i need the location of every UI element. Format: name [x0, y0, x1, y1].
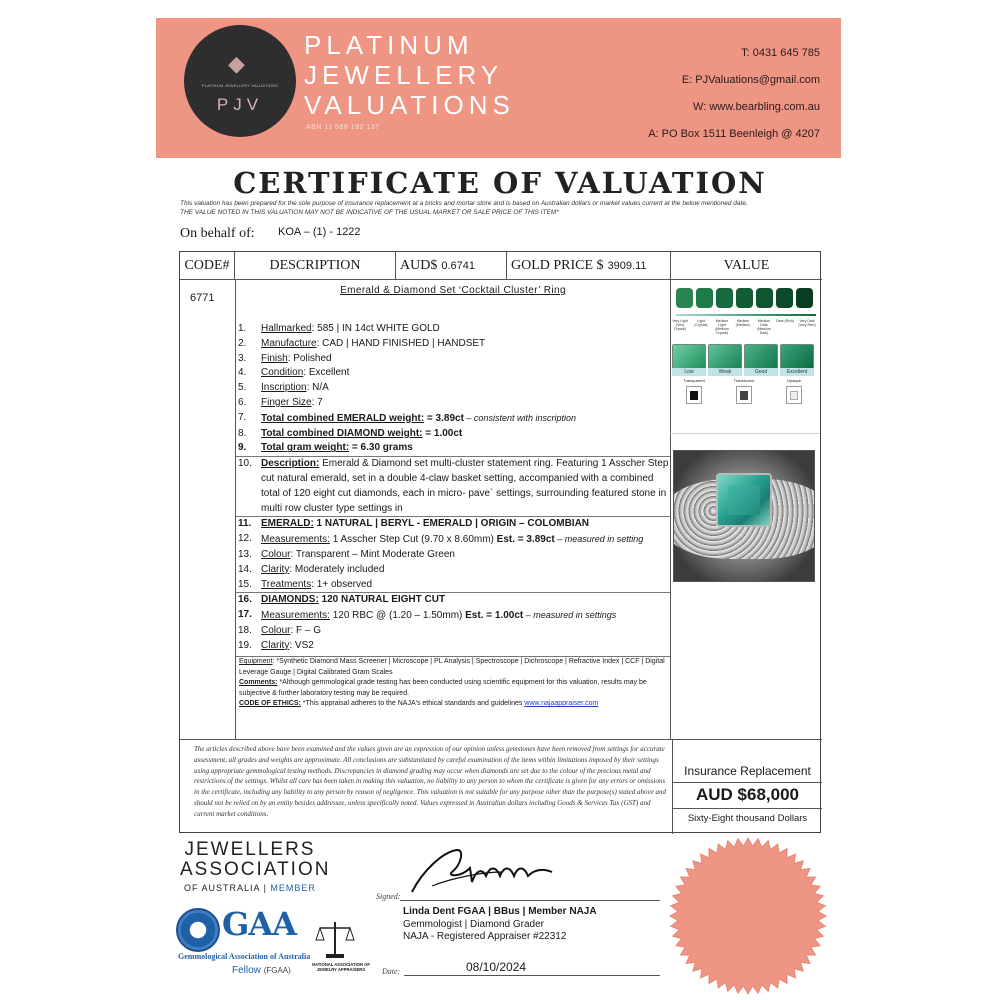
- transparency-sample: [686, 386, 702, 404]
- list-item: 1. Hallmarked: 585 | IN 14ct WHITE GOLD: [238, 323, 440, 334]
- diamond-icon: ◆: [228, 51, 245, 76]
- emerald-colour-chart: [670, 288, 820, 434]
- colour-swatch: [696, 288, 713, 308]
- signature: [402, 842, 562, 900]
- signer-name: Linda Dent FGAA | BBus | Member NAJA: [403, 906, 597, 917]
- list-item: 6. Finger Size: 7: [238, 396, 323, 408]
- list-item: 19. Clarity: VS2: [238, 639, 314, 651]
- tone-scale-bar: [676, 314, 816, 316]
- emerald-stone: [716, 473, 772, 527]
- list-item: 16. DIAMONDS: 120 NATURAL EIGHT CUT: [238, 594, 446, 606]
- logo-monogram: PJV: [216, 95, 264, 114]
- tone-label: Very Dark (Very Rich): [798, 319, 816, 327]
- list-item: 4. Condition: Excellent: [238, 367, 350, 379]
- jaa-member: MEMBER: [270, 883, 316, 893]
- grade-sample: [672, 344, 706, 370]
- tone-label: Medium Light (Medium Crystal): [715, 319, 729, 335]
- notes-block: [236, 656, 670, 710]
- transparency-label: Opaque: [786, 378, 802, 383]
- grade-label: Weak: [708, 368, 742, 376]
- tone-label: Medium Dark (Medium Dark): [757, 319, 771, 335]
- date-line: [404, 975, 660, 976]
- list-item: 5. Inscription: N/A: [238, 382, 329, 394]
- brand-line-2: JEWELLERY: [304, 60, 504, 90]
- brand-line-3: VALUATIONS: [304, 90, 515, 120]
- gold-value: 3909.11: [607, 259, 647, 272]
- aud-label: AUD$: [400, 257, 438, 273]
- aud-value: 0.6741: [441, 259, 475, 272]
- colour-swatch: [716, 288, 733, 308]
- list-item: 13. Colour: Transparent – Mint Moderate Green: [238, 548, 455, 560]
- col-description-header: DESCRIPTION: [235, 252, 396, 280]
- transparency-label: Transparent: [683, 378, 705, 383]
- list-item: 14. Clarity: Moderately included: [238, 563, 385, 575]
- header-banner: [156, 18, 841, 158]
- col-value-header: VALUE: [671, 252, 822, 280]
- date-value: 08/10/2024: [466, 960, 527, 974]
- gaa-emblem-icon: [176, 908, 220, 952]
- colour-swatch: [776, 288, 793, 308]
- colour-swatch: [756, 288, 773, 308]
- tone-label: Medium (Medium): [735, 319, 751, 327]
- grade-sample: [744, 344, 778, 370]
- tone-label: Very Light (Very Crystal): [672, 319, 688, 331]
- signer-naja: NAJA - Registered Appraiser #22312: [403, 931, 567, 942]
- list-item: 11. EMERALD: 1 NATURAL | BERYL - EMERALD | ORIGIN – COLOMBIAN: [238, 518, 590, 530]
- equipment-note: Equipment: *Synthetic Diamond Mass Screener | Microscope | PL Analysis | Spectroscope | Dichroscope | Refractive Index | CCF | Digital Leverage Gauge | Digital Calibrated Gram Scales: [239, 658, 665, 676]
- item-title: Emerald & Diamond Set ‘Cocktail Cluster’ Ring: [340, 285, 566, 296]
- transparency-label: Translucent: [733, 378, 755, 383]
- list-item: 3. Finish: Polished: [238, 352, 332, 364]
- transparency-sample: [786, 386, 802, 404]
- colour-swatch: [676, 288, 693, 308]
- grade-sample: [780, 344, 814, 370]
- behalf-label: On behalf of:: [180, 226, 255, 241]
- naja-caption: NATIONAL ASSOCIATION OF JEWELRY APPRAISERS: [311, 962, 370, 973]
- pjv-logo: [184, 25, 296, 137]
- col-code-header: CODE#: [180, 252, 235, 280]
- section-divider: [180, 739, 822, 740]
- signer-title: Gemmologist | Diamond Grader: [403, 919, 544, 930]
- date-label: Date:: [382, 967, 401, 976]
- list-item: 8. Total combined DIAMOND weight: = 1.00ct: [238, 427, 463, 439]
- list-item: 12. Measurements: 1 Asscher Step Cut (9.70 x 8.60mm) Est. = 3.89ct – measured in setting: [238, 533, 644, 546]
- brand-line-1: PLATINUM: [304, 30, 474, 60]
- gold-label: GOLD PRICE $: [511, 257, 604, 273]
- grade-sample: [708, 344, 742, 370]
- seal-icon: [668, 836, 828, 996]
- naja-link[interactable]: www.najaappraiser.com: [524, 700, 599, 707]
- description-rows: [236, 322, 670, 654]
- grade-label: Good: [744, 368, 778, 376]
- contact-website: W: www.bearbling.com.au: [693, 101, 820, 113]
- ethics-note: CODE OF ETHICS: *This appraisal adheres to the NAJA's ethical standards and guidelines www.najaappraiser.com: [239, 700, 599, 707]
- behalf-value: KOA – (1) - 1222: [278, 226, 361, 238]
- certificate-title: CERTIFICATE OF VALUATION: [233, 166, 767, 200]
- abn-number: ABN 11 588 192 137: [306, 124, 380, 131]
- list-item: 7. Total combined EMERALD weight: = 3.89ct – consistent with inscription: [238, 411, 576, 424]
- fellow-badge: Fellow (FGAA): [232, 965, 291, 976]
- ring-photo: [673, 450, 815, 582]
- list-item: 15. Treatments: 1+ observed: [238, 578, 373, 590]
- disclaimer: [180, 200, 840, 218]
- col-gold-header: [507, 252, 671, 280]
- item-code: 6771: [190, 292, 215, 304]
- grade-label: Low: [672, 368, 706, 376]
- signature-line: [400, 900, 660, 901]
- disclaimer-line-1: This valuation has been prepared for the sole purpose of insurance replacement at a bricks and mortar store and is based on Australian dollars or market values current at the below mentioned date.: [180, 200, 748, 207]
- col-aud-header: [396, 252, 507, 280]
- jaa-line-2: ASSOCIATION: [180, 859, 331, 880]
- tone-label: Light (Crystal): [694, 319, 708, 327]
- insurance-words: Sixty-Eight thousand Dollars: [687, 813, 808, 824]
- disclaimer-line-2: THE VALUE NOTED IN THIS VALUATION MAY NOT BE INDICATIVE OF THE USUAL MARKET OR SALE PRICE OF THIS ITEM*: [180, 208, 559, 216]
- naja-scales-icon: [312, 918, 358, 960]
- list-item: 9. Total gram weight: = 6.30 grams: [238, 442, 413, 454]
- comments-note: Comments: *Although gemmological grade testing has been conducted using scientific equipment for this valuation, results may be subjective & further laboratory testing may be required.: [239, 679, 647, 697]
- gaa-subtitle: Gemmological Association of Australia: [178, 952, 311, 961]
- list-item: 18. Colour: F – G: [238, 624, 322, 636]
- signed-label: Signed:: [376, 892, 401, 901]
- list-item: 17. Measurements: 120 RBC @ (1.20 – 1.50mm) Est. = 1.00ct – measured in settings: [238, 609, 617, 622]
- insurance-amount: AUD $68,000: [673, 782, 822, 809]
- colour-swatch: [796, 288, 813, 308]
- contact-phone: T: 0431 645 785: [741, 47, 820, 59]
- transparency-sample: [736, 386, 752, 404]
- insurance-label: Insurance Replacement: [684, 764, 811, 778]
- colour-swatch: [736, 288, 753, 308]
- jaa-line-3: OF AUSTRALIA | MEMBER: [184, 883, 316, 893]
- legal-disclaimer: The articles described above have been examined and the values given are an expression of our opinion unless gemstones have been removed from settings for accurate assessment, all grades and weights are approximate. All conclusions are substantiated by careful examination of the items within limitations imposed by their settings using appropriate gemmological testing methods. Discrepancies in diamond grading may occur when diamonds are set due to the colour of the precious metal and restrictions of the settings. Whilst all care has been taken in making this valuation, no liability to any person to whom the certificate is given for any errors or omissions in the certificate, including any liability to any person by reason of negligence. This valuation is not suitable for any purpose other than the purpose(s) stated above and should not be relied on by an entity besides addressee, unless specifically noted. Values expressed in Australian dollars including Goods & Services Tax (GST) and current market conditions.: [194, 745, 666, 818]
- tone-label: Dark (Rich): [776, 319, 794, 323]
- description-item: 10. Description: Emerald & Diamond set multi-cluster statement ring. Featuring 1 Asscher Step cut natural emerald, set in a double 4-claw basket setting, accompanied with a combined total of 120 eight cut diamonds, each in micro- pave` settings, surrounding featured stone in multi row cluster type settings in: [238, 458, 669, 514]
- emerald-table: [728, 485, 760, 515]
- jaa-logo: [180, 839, 331, 893]
- gaa-logo-text: GAA: [222, 905, 296, 943]
- logo-small-text: PLATINUM JEWELLERY VALUATIONS: [201, 83, 279, 88]
- grade-label: Excellent: [780, 368, 814, 376]
- jaa-line-1: JEWELLERS: [184, 839, 316, 860]
- contact-address: A: PO Box 1511 Beenleigh @ 4207: [648, 128, 820, 140]
- list-item: 2. Manufacture: CAD | HAND FINISHED | HANDSET: [238, 337, 486, 349]
- contact-email: E: PJValuations@gmail.com: [681, 74, 820, 86]
